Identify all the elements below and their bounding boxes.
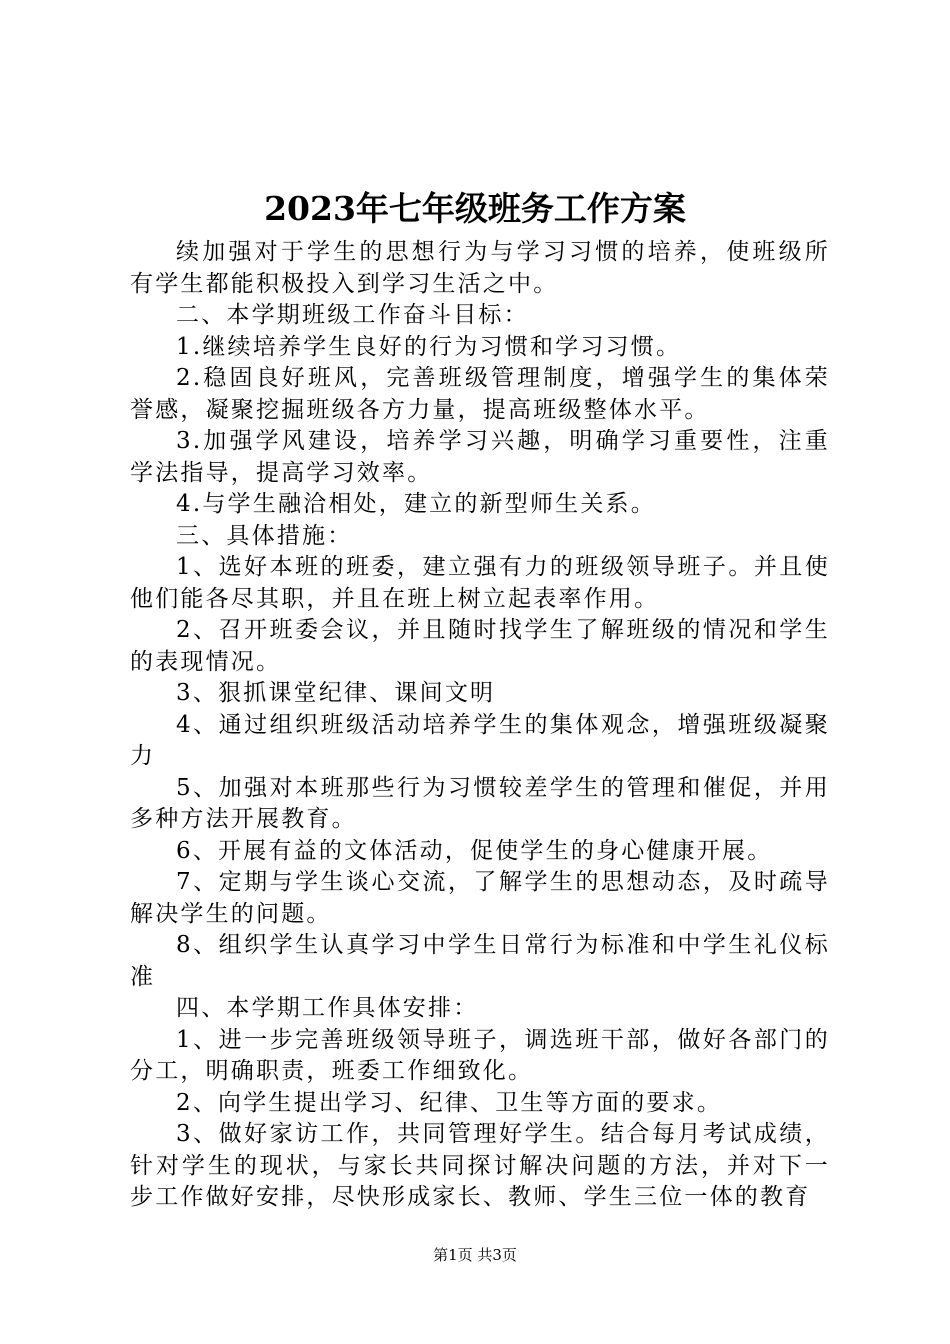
- paragraph: 6、开展有益的文体活动，促使学生的身心健康开展。: [176, 837, 773, 864]
- paragraph: 5、加强对本班那些行为习惯较差学生的管理和催促，并用多种方法开展教育。: [130, 774, 830, 832]
- document-title: 2023年七年级班务工作方案: [264, 189, 686, 228]
- paragraph: 1、选好本班的班委，建立强有力的班级领导班子。并且使他们能各尽其职，并且在班上树立起表率作用。: [130, 554, 830, 612]
- paragraph: 7、定期与学生谈心交流，了解学生的思想动态，及时疏导解决学生的问题。: [130, 869, 830, 927]
- section-heading: 三、具体措施：: [176, 522, 353, 549]
- paragraph: 2、向学生提出学习、纪律、卫生等方面的要求。: [176, 1089, 723, 1116]
- paragraph: 4.与学生融洽相处，建立的新型师生关系。: [176, 491, 656, 517]
- paragraph: 续加强对于学生的思想行为与学习习惯的培养，使班级所有学生都能积极投入到学习生活之中。: [130, 239, 830, 297]
- paragraph: 2.稳固良好班风，完善班级管理制度，增强学生的集体荣誉感，凝聚挖掘班级各方力量，提高班级整体水平。: [130, 365, 830, 423]
- paragraph: 8、组织学生认真学习中学生日常行为标准和中学生礼仪标准: [130, 932, 830, 990]
- paragraph: 1、进一步完善班级领导班子，调选班干部，做好各部门的分工，明确职责，班委工作细致化。: [130, 1026, 830, 1084]
- paragraph: 3、做好家访工作，共同管理好学生。结合每月考试成绩，针对学生的现状，与家长共同探讨解决问题的方法，并对下一步工作做好安排，尽快形成家长、教师、学生三位一体的教育: [130, 1121, 830, 1210]
- section-heading: 二、本学期班级工作奋斗目标：: [176, 302, 529, 328]
- section-heading: 四、本学期工作具体安排：: [176, 995, 479, 1021]
- paragraph: 3.加强学风建设，培养学习兴趣，明确学习重要性，注重学法指导，提高学习效率。: [130, 428, 830, 486]
- paragraph: 1.继续培养学生良好的行为习惯和学习习惯。: [176, 333, 682, 360]
- paragraph: 2、召开班委会议，并且随时找学生了解班级的情况和学生的表现情况。: [130, 617, 830, 675]
- document-body: [130, 237, 830, 1214]
- paragraph: 4、通过组织班级活动培养学生的集体观念，增强班级凝聚力: [130, 711, 830, 769]
- page-footer: 第1页 共3页: [433, 1246, 517, 1264]
- paragraph: 3、狠抓课堂纪律、课间文明: [176, 680, 496, 706]
